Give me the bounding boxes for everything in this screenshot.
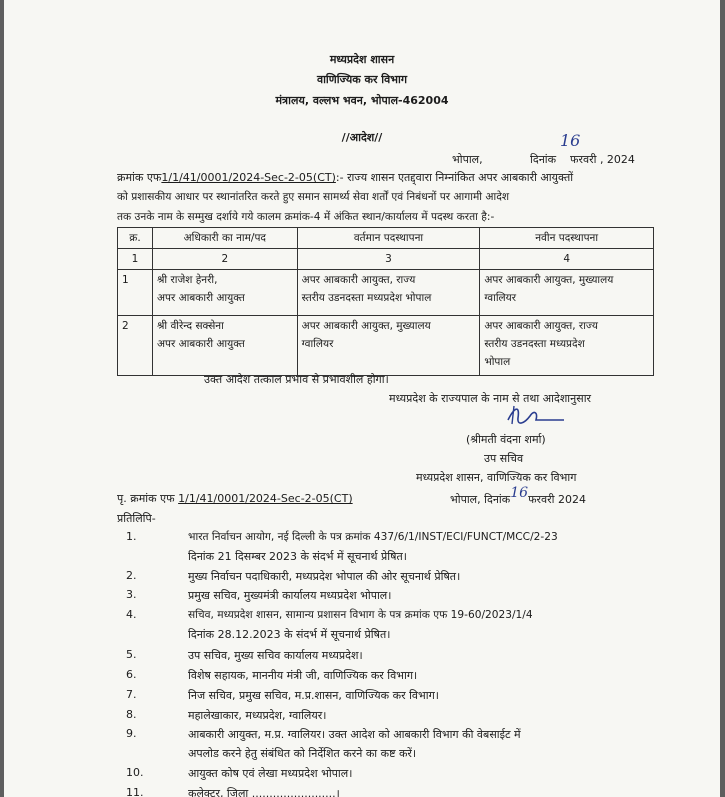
list-item: सचिव, मध्यप्रदेश शासन, सामान्य प्रशासन विभाग के पत्र क्रमांक एफ 19-60/2023/1/4 [188, 609, 533, 621]
list-item-number: 2. [126, 569, 137, 582]
column-number: 2 [152, 249, 297, 270]
list-item: कलेक्टर, जिला ........................। [188, 787, 340, 797]
order-line-3: तक उनके नाम के सम्मुख दर्शाये गये कालम क्रमांक-4 में अंकित स्थान/कार्यालय में पदस्थ करता है:- [117, 211, 495, 223]
posting-line: ग्वालियर [301, 338, 334, 350]
posting-line: अपर आबकारी आयुक्त, मुख्यालय [301, 320, 431, 332]
effect-line: उक्त आदेश तत्काल प्रभाव से प्रभावशील होगा। [204, 373, 389, 386]
list-item-number: 5. [126, 648, 137, 661]
list-item: महालेखाकार, मध्यप्रदेश, ग्वालियर। [188, 709, 327, 722]
row-new-posting [480, 270, 654, 316]
list-item-number: 10. [126, 766, 144, 779]
row-officer [152, 270, 297, 316]
handwritten-date-day: 16 [560, 131, 581, 150]
posting-line: अपर आबकारी आयुक्त, राज्य [301, 274, 416, 286]
row-current-posting [297, 270, 480, 316]
list-item: विशेष सहायक, माननीय मंत्री जी, वाणिज्यिक कर विभाग। [188, 669, 418, 682]
posting-line: स्तरीय उडनदस्ता मध्यप्रदेश भोपाल [301, 292, 432, 304]
list-item-number: 1. [126, 530, 137, 543]
posting-line: भोपाल [484, 356, 511, 368]
endorsement-line [117, 491, 353, 506]
officer-designation: अपर आबकारी आयुक्त [156, 292, 245, 304]
endorsement-number: 1/1/41/0001/2024-Sec-2-05(CT) [178, 492, 353, 505]
header-new-posting: नवीन पदस्थापना [480, 228, 654, 249]
table-column-number-row [118, 249, 654, 270]
list-item: भारत निर्वाचन आयोग, नई दिल्ली के पत्र क्रमांक 437/6/1/INST/ECI/FUNCT/MCC/2-23 [188, 531, 558, 543]
officer-name: श्री राजेश हेनरी, [156, 274, 218, 286]
officer-name: श्री वीरेन्द सक्सेना [156, 320, 224, 332]
row-current-posting [297, 316, 480, 376]
signatory-designation: उप सचिव [484, 452, 524, 465]
header-current-posting: वर्तमान पदस्थापना [297, 228, 480, 249]
list-item-number: 8. [126, 708, 137, 721]
list-item-number: 7. [126, 688, 137, 701]
header-government: मध्यप्रदेश शासन [329, 53, 395, 66]
header-officer: अधिकारी का नाम/पद [152, 228, 297, 249]
row-new-posting [480, 316, 654, 376]
signatory-name: (श्रीमती वंदना शर्मा) [466, 433, 546, 446]
signatory-department: मध्यप्रदेश शासन, वाणिज्यिक कर विभाग [416, 471, 577, 484]
officer-designation: अपर आबकारी आयुक्त [156, 338, 245, 350]
handwritten-endorsement-day: 16 [510, 485, 529, 501]
list-item-number: 4. [126, 608, 137, 621]
document-page [4, 0, 720, 797]
list-item: आयुक्त कोष एवं लेखा मध्यप्रदेश भोपाल। [188, 767, 353, 780]
order-number: 1/1/41/0001/2024-Sec-2-05(CT) [161, 171, 336, 184]
column-number: 4 [480, 249, 654, 270]
order-prefix: क्रमांक एफ [117, 171, 162, 184]
table-row [118, 270, 654, 316]
column-number: 1 [118, 249, 153, 270]
column-number: 3 [297, 249, 480, 270]
posting-line: अपर आबकारी आयुक्त, राज्य [484, 320, 599, 332]
authority-line: मध्यप्रदेश के राज्यपाल के नाम से तथा आदेशानुसार [389, 392, 592, 405]
table-header-row [118, 228, 654, 249]
list-item: निज सचिव, प्रमुख सचिव, म.प्र.शासन, वाणिज्यिक कर विभाग। [188, 689, 439, 702]
endorsement-place-date: भोपाल, दिनांक [450, 493, 511, 506]
list-item: मुख्य निर्वाचन पदाधिकारी, मध्यप्रदेश भोपाल की ओर सूचनार्थ प्रेषित। [188, 570, 461, 583]
list-item-number: 11. [126, 786, 144, 797]
list-item-cont: अपलोड करने हेतु संबंधित को निर्देशित करने का कष्ट करें। [188, 747, 417, 760]
copy-to-label: प्रतिलिपि- [117, 512, 156, 525]
row-officer [152, 316, 297, 376]
date-month-year: फरवरी , 2024 [570, 153, 635, 166]
handwritten-signature [494, 398, 584, 432]
endorsement-month-year: फरवरी 2024 [528, 493, 586, 506]
list-item-number: 6. [126, 668, 137, 681]
endorsement-prefix: पृ. क्रमांक एफ [117, 492, 175, 505]
list-item-cont: दिनांक 21 दिसम्बर 2023 के संदर्भ में सूचनार्थ प्रेषित। [188, 550, 407, 563]
date-label: दिनांक [530, 153, 557, 166]
posting-line: ग्वालियर [484, 292, 517, 304]
header-address: मंत्रालय, वल्लभ भवन, भोपाल-462004 [275, 94, 449, 107]
order-line-2: को प्रशासकीय आधार पर स्थानांतरित करते हुए समान सामर्थ्य सेवा शर्तों एवं निबंधनों पर आगामी आदेश [117, 191, 510, 203]
row-sn: 1 [118, 270, 153, 316]
date-place: भोपाल, [452, 153, 483, 166]
header-sn: क्र. [118, 228, 153, 249]
posting-line: अपर आबकारी आयुक्त, मुख्यालय [484, 274, 614, 286]
list-item-number: 9. [126, 727, 137, 740]
order-text-1: :- राज्य शासन एतद्द्वारा निम्नांकित अपर आबकारी आयुक्तों [335, 171, 574, 184]
list-item: आबकारी आयुक्त, म.प्र. ग्वालियर। उक्त आदेश को आबकारी विभाग की वेबसाईट में [188, 728, 521, 741]
endorsement-date [450, 485, 586, 507]
list-item-number: 3. [126, 588, 137, 601]
list-item-cont: दिनांक 28.12.2023 के संदर्भ में सूचनार्थ प्रेषित। [188, 628, 391, 641]
posting-line: स्तरीय उडनदस्ता मध्यप्रदेश [484, 338, 585, 350]
header-department: वाणिज्यिक कर विभाग [316, 73, 408, 86]
transfer-table [117, 227, 654, 376]
list-item: उप सचिव, मुख्य सचिव कार्यालय मध्यप्रदेश। [188, 649, 363, 662]
order-line-1 [117, 170, 573, 185]
list-item: प्रमुख सचिव, मुख्यमंत्री कार्यालय मध्यप्रदेश भोपाल। [188, 589, 392, 602]
table-row [118, 316, 654, 376]
row-sn: 2 [118, 316, 153, 376]
order-title: //आदेश// [341, 131, 383, 144]
